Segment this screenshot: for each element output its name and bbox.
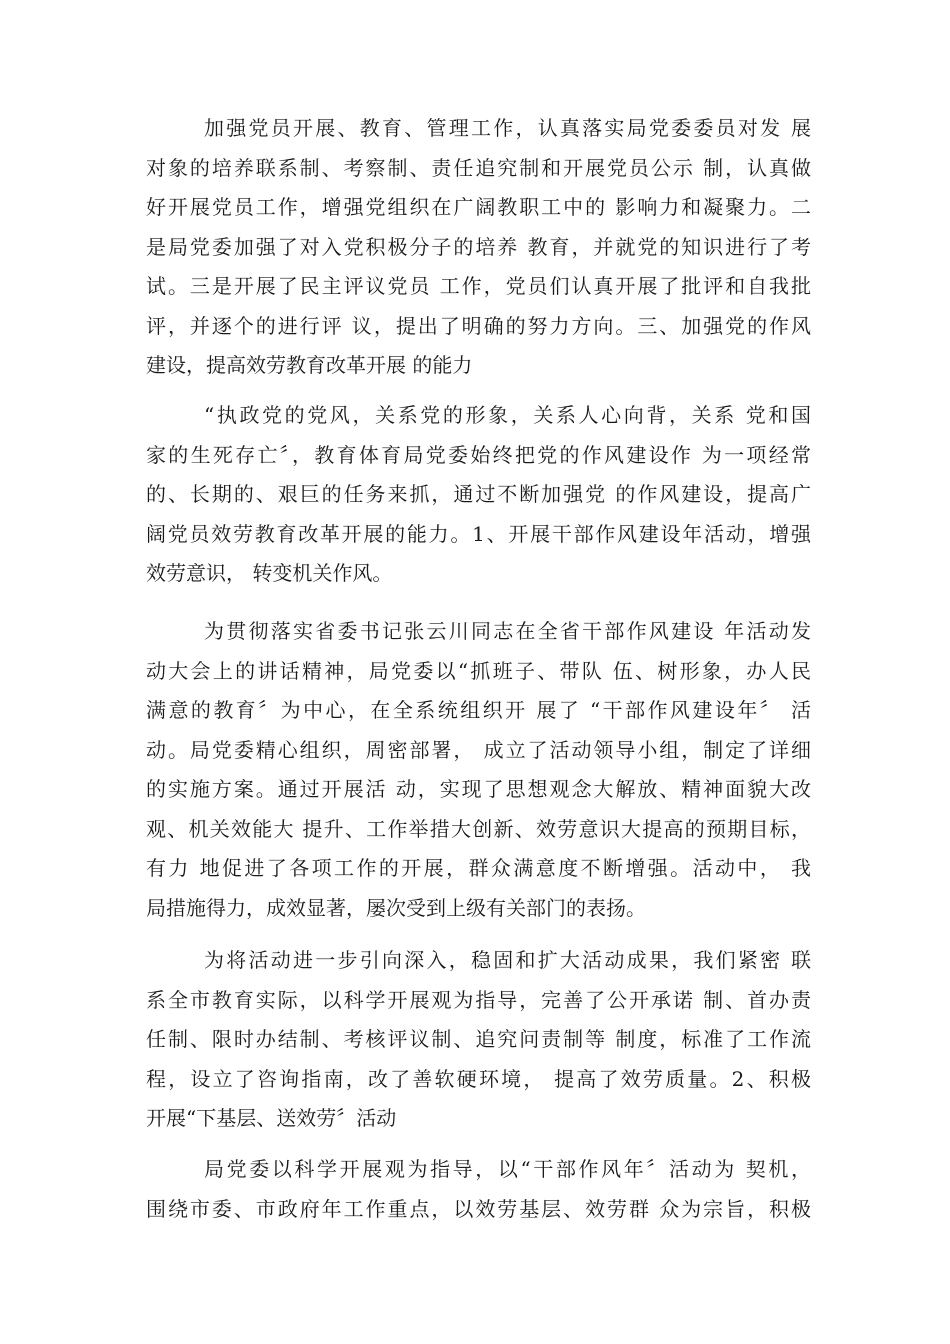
- text-line: 试。三是开展了民主评议党员 工作，党员们认真开展了批评和自我批: [146, 274, 811, 298]
- text-line: 围绕市委、市政府年工作重点，以效劳基层、效劳群 众为宗旨，积极: [146, 1196, 811, 1221]
- text-line: 为将活动进一步引向深入，稳固和扩大活动成果，我们紧密 联: [204, 948, 811, 972]
- text-line: 的实施方案。通过开展活 动，实现了思想观念大解放、精神面貌大改: [146, 777, 811, 801]
- text-line: 为贯彻落实省委书记张云川同志在全省干部作风建设 年活动发: [204, 619, 811, 643]
- paragraph-cadre-style-year: [146, 612, 811, 928]
- text-line: 动。局党委精心组织，周密部署， 成立了活动领导小组，制定了详细: [146, 737, 811, 762]
- text-line: 家的生死存亡〞，教育体育局党委始终把党的作风建设作 为一项经常: [146, 442, 811, 467]
- text-line: 是局党委加强了对入党积极分子的培养 教育，并就党的知识进行了考: [146, 234, 811, 259]
- text-line: 的、长期的、艰巨的任务来抓，通过不断加强党 的作风建设，提高广: [146, 482, 811, 506]
- text-line: 建设，提高效劳教育改革开展 的能力: [146, 353, 473, 377]
- text-line: 观、机关效能大 提升、工作举措大创新、效劳意识大提高的预期目标，: [146, 816, 811, 841]
- text-line: 有力 地促进了各项工作的开展，群众满意度不断增强。活动中， 我: [146, 856, 811, 880]
- paragraph-party-member-work: [146, 109, 811, 386]
- text-line: 效劳意识， 转变机关作风。: [146, 561, 393, 585]
- text-line: 开展“下基层、送效劳〞活动: [146, 1106, 397, 1130]
- text-line: 评，并逐个的进行评 议，提出了明确的努力方向。三、加强党的作风: [146, 313, 811, 338]
- text-line: 好开展党员工作，增强党组织在广阔教职工中的 影响力和凝聚力。二: [146, 195, 811, 219]
- text-line: 局党委以科学开展观为指导，以“干部作风年〞活动为 契机，: [204, 1157, 811, 1181]
- text-line: 程，设立了咨询指南，改了善软硬环境， 提高了效劳质量。2、积极: [146, 1066, 811, 1091]
- text-line: 对象的培养联系制、考察制、责任追究制和开展党员公示 制，认真做: [146, 155, 811, 180]
- paragraph-deepen-activity: [146, 941, 811, 1139]
- text-line: 满意的教育〞为中心，在全系统组织开 展了 “干部作风建设年〞 活: [146, 698, 811, 722]
- text-line: 系全市教育实际，以科学开展观为指导，完善了公开承诺 制、首办责: [146, 987, 811, 1012]
- text-line: 阔党员效劳教育改革开展的能力。1、开展干部作风建设年活动，增强: [146, 521, 811, 546]
- text-line: 任制、限时办结制、考核评议制、追究问责制等 制度，标准了工作流: [146, 1027, 811, 1051]
- paragraph-party-style: [146, 396, 811, 594]
- text-line: 局措施得力，成效显著，屡次受到上级有关部门的表扬。: [146, 895, 646, 920]
- text-line: “执政党的党风，关系党的形象，关系人心向背，关系 党和国: [204, 403, 811, 427]
- text-line: 加强党员开展、教育、管理工作，认真落实局党委委员对发 展: [204, 116, 811, 140]
- paragraph-grassroots-service: [146, 1150, 811, 1229]
- text-line: 动大会上的讲话精神，局党委以“抓班子、带队 伍、树形象，办人民: [146, 658, 811, 683]
